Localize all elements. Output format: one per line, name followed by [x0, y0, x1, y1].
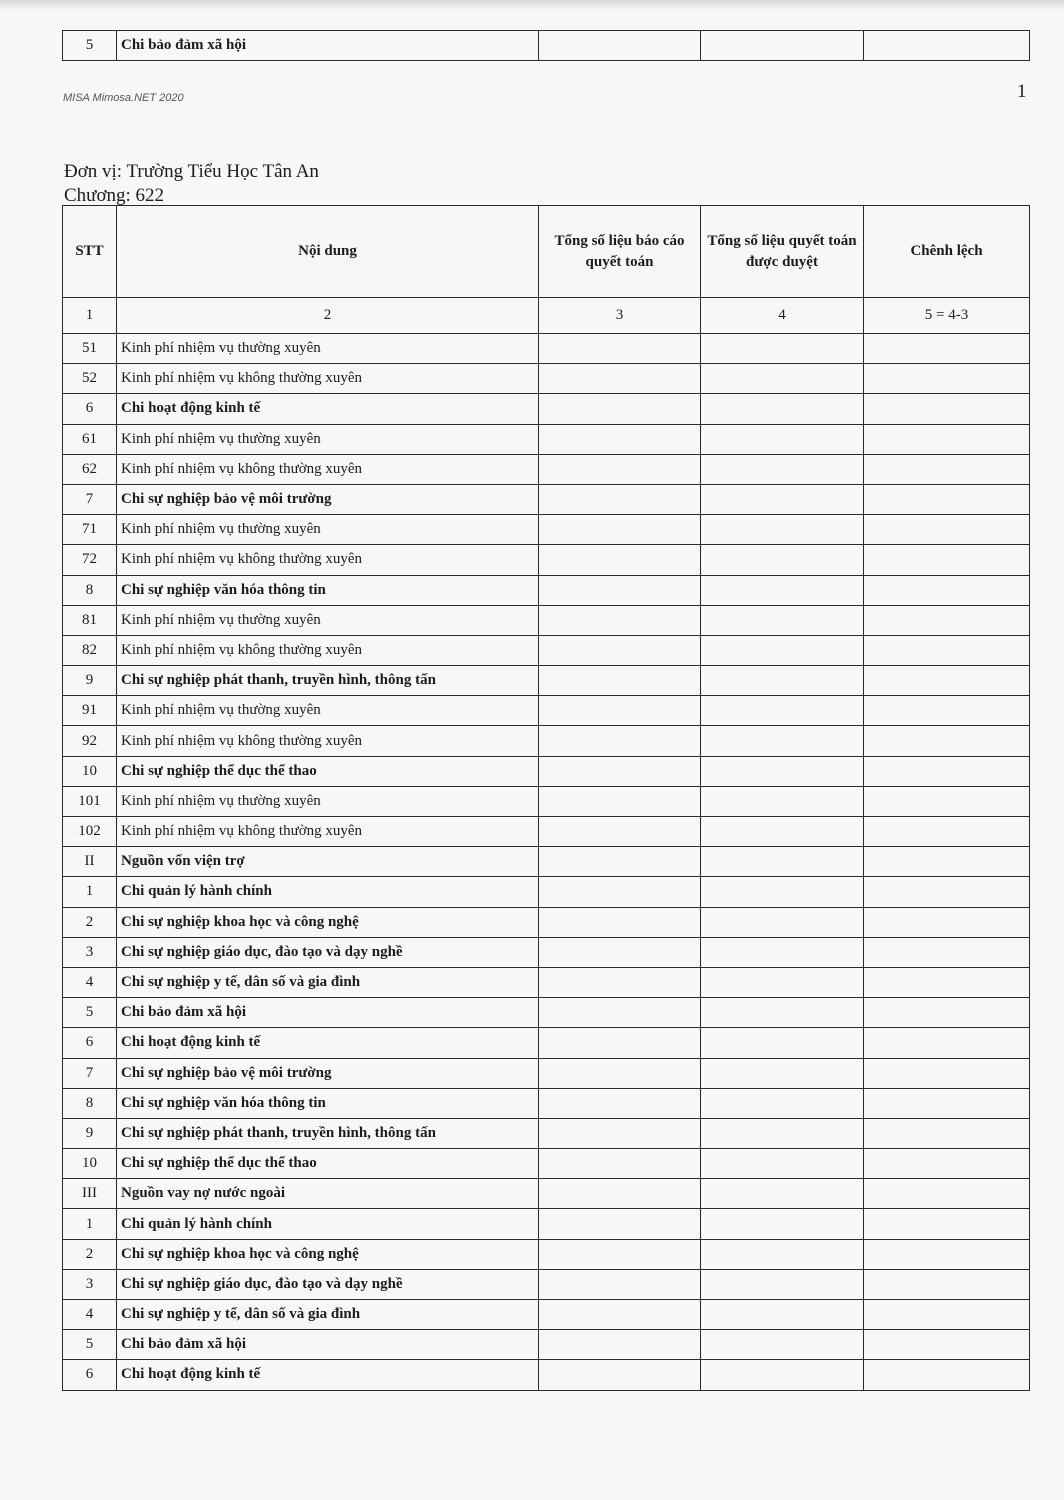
previous-page-table-tail [62, 30, 1030, 61]
reported-cell [539, 967, 701, 997]
difference-cell [864, 907, 1030, 937]
reported-cell [539, 1209, 701, 1239]
reported-cell [539, 1269, 701, 1299]
reported-cell [539, 696, 701, 726]
table-row [63, 575, 1030, 605]
scan-edge-shadow [0, 0, 1064, 10]
stt-cell: 6 [63, 1028, 117, 1058]
approved-cell [701, 31, 864, 61]
stt-cell: 82 [63, 635, 117, 665]
approved-cell [701, 1300, 864, 1330]
reported-cell [539, 726, 701, 756]
approved-cell [701, 515, 864, 545]
table-row [63, 666, 1030, 696]
table-row [63, 877, 1030, 907]
content-cell: Chi hoạt động kinh tế [117, 1028, 539, 1058]
content-cell: Chi sự nghiệp văn hóa thông tin [117, 575, 539, 605]
unit-name: Đơn vị: Trường Tiểu Học Tân An [64, 161, 319, 182]
stt-cell: 102 [63, 817, 117, 847]
difference-cell [864, 364, 1030, 394]
reported-cell [539, 1058, 701, 1088]
content-cell: Chi quản lý hành chính [117, 877, 539, 907]
content-cell: Chi sự nghiệp khoa học và công nghệ [117, 907, 539, 937]
index-approved: 4 [701, 298, 864, 334]
settlement-table [62, 205, 1030, 1391]
table-row [63, 424, 1030, 454]
table-row [63, 635, 1030, 665]
difference-cell [864, 1088, 1030, 1118]
table-row [63, 937, 1030, 967]
chapter-line: Chương: 622 [64, 185, 165, 206]
reported-cell [539, 334, 701, 364]
index-stt: 1 [63, 298, 117, 334]
reported-cell [539, 847, 701, 877]
content-cell: Chi sự nghiệp khoa học và công nghệ [117, 1239, 539, 1269]
reported-cell [539, 817, 701, 847]
difference-cell [864, 635, 1030, 665]
content-cell: Nguồn vay nợ nước ngoài [117, 1179, 539, 1209]
table-row [63, 1330, 1030, 1360]
table-row [63, 696, 1030, 726]
approved-cell [701, 696, 864, 726]
approved-cell [701, 605, 864, 635]
table-row [63, 334, 1030, 364]
approved-cell [701, 394, 864, 424]
content-cell: Kinh phí nhiệm vụ thường xuyên [117, 786, 539, 816]
stt-cell: 72 [63, 545, 117, 575]
reported-cell [539, 545, 701, 575]
table-row [63, 1028, 1030, 1058]
table-row [63, 847, 1030, 877]
stt-cell: 8 [63, 1088, 117, 1118]
difference-cell [864, 31, 1030, 61]
table-row [63, 1179, 1030, 1209]
approved-cell [701, 666, 864, 696]
index-content: 2 [117, 298, 539, 334]
approved-cell [701, 847, 864, 877]
table-row [63, 1058, 1030, 1088]
reported-cell [539, 515, 701, 545]
table-row [63, 1209, 1030, 1239]
table-row [63, 1360, 1030, 1390]
page-number: 1 [1017, 81, 1027, 102]
stt-cell: 101 [63, 786, 117, 816]
header-stt: STT [63, 206, 117, 298]
index-difference: 5 = 4-3 [864, 298, 1030, 334]
header-approved: Tổng số liệu quyết toán được duyệt [701, 206, 864, 298]
stt-cell: 2 [63, 907, 117, 937]
approved-cell [701, 998, 864, 1028]
stt-cell: 6 [63, 1360, 117, 1390]
reported-cell [539, 756, 701, 786]
content-cell: Kinh phí nhiệm vụ thường xuyên [117, 424, 539, 454]
approved-cell [701, 786, 864, 816]
difference-cell [864, 817, 1030, 847]
content-cell: Kinh phí nhiệm vụ không thường xuyên [117, 545, 539, 575]
content-cell: Chi sự nghiệp y tế, dân số và gia đình [117, 1300, 539, 1330]
difference-cell [864, 696, 1030, 726]
content-cell: Chi sự nghiệp thể dục thể thao [117, 756, 539, 786]
content-cell: Kinh phí nhiệm vụ không thường xuyên [117, 635, 539, 665]
reported-cell [539, 786, 701, 816]
table-row [63, 364, 1030, 394]
reported-cell [539, 998, 701, 1028]
difference-cell [864, 756, 1030, 786]
stt-cell: 9 [63, 666, 117, 696]
table-row [63, 1149, 1030, 1179]
table-row [63, 1269, 1030, 1299]
content-cell: Kinh phí nhiệm vụ không thường xuyên [117, 454, 539, 484]
stt-cell: 1 [63, 1209, 117, 1239]
content-cell: Kinh phí nhiệm vụ không thường xuyên [117, 726, 539, 756]
table-row [63, 1239, 1030, 1269]
stt-cell: 7 [63, 1058, 117, 1088]
stt-cell: 8 [63, 575, 117, 605]
table-row [63, 515, 1030, 545]
stt-cell: 5 [63, 31, 117, 61]
table-row [63, 726, 1030, 756]
content-cell: Kinh phí nhiệm vụ thường xuyên [117, 696, 539, 726]
stt-cell: 62 [63, 454, 117, 484]
stt-cell: 1 [63, 877, 117, 907]
reported-cell [539, 1149, 701, 1179]
approved-cell [701, 1209, 864, 1239]
reported-cell [539, 1118, 701, 1148]
table-body [63, 334, 1030, 1391]
stt-cell: 71 [63, 515, 117, 545]
content-cell: Chi sự nghiệp bảo vệ môi trường [117, 1058, 539, 1088]
content-cell: Chi quản lý hành chính [117, 1209, 539, 1239]
difference-cell [864, 515, 1030, 545]
reported-cell [539, 31, 701, 61]
difference-cell [864, 847, 1030, 877]
approved-cell [701, 907, 864, 937]
reported-cell [539, 666, 701, 696]
table-row [63, 1088, 1030, 1118]
approved-cell [701, 756, 864, 786]
table-row [63, 31, 1030, 61]
approved-cell [701, 1269, 864, 1299]
difference-cell [864, 1179, 1030, 1209]
stt-cell: 61 [63, 424, 117, 454]
difference-cell [864, 1149, 1030, 1179]
content-cell: Chi sự nghiệp văn hóa thông tin [117, 1088, 539, 1118]
difference-cell [864, 605, 1030, 635]
table-row [63, 454, 1030, 484]
difference-cell [864, 937, 1030, 967]
table-row [63, 484, 1030, 514]
stt-cell: 52 [63, 364, 117, 394]
approved-cell [701, 454, 864, 484]
stt-cell: 10 [63, 756, 117, 786]
content-cell: Chi sự nghiệp giáo dục, đào tạo và dạy nghề [117, 1269, 539, 1299]
reported-cell [539, 605, 701, 635]
reported-cell [539, 1239, 701, 1269]
stt-cell: III [63, 1179, 117, 1209]
difference-cell [864, 1209, 1030, 1239]
reported-cell [539, 907, 701, 937]
difference-cell [864, 726, 1030, 756]
index-reported: 3 [539, 298, 701, 334]
difference-cell [864, 1330, 1030, 1360]
content-cell: Chi bảo đảm xã hội [117, 1330, 539, 1360]
approved-cell [701, 424, 864, 454]
content-cell: Chi hoạt động kinh tế [117, 1360, 539, 1390]
difference-cell [864, 1058, 1030, 1088]
stt-cell: 5 [63, 1330, 117, 1360]
approved-cell [701, 817, 864, 847]
difference-cell [864, 1300, 1030, 1330]
stt-cell: 7 [63, 484, 117, 514]
header-row [63, 206, 1030, 298]
approved-cell [701, 1028, 864, 1058]
table-row [63, 605, 1030, 635]
content-cell: Kinh phí nhiệm vụ thường xuyên [117, 334, 539, 364]
content-cell: Chi sự nghiệp giáo dục, đào tạo và dạy nghề [117, 937, 539, 967]
stt-cell: 3 [63, 937, 117, 967]
stt-cell: II [63, 847, 117, 877]
reported-cell [539, 635, 701, 665]
approved-cell [701, 364, 864, 394]
stt-cell: 2 [63, 1239, 117, 1269]
reported-cell [539, 484, 701, 514]
table-row [63, 907, 1030, 937]
difference-cell [864, 545, 1030, 575]
column-index-row [63, 298, 1030, 334]
content-cell: Chi sự nghiệp phát thanh, truyền hình, thông tấn [117, 666, 539, 696]
approved-cell [701, 1149, 864, 1179]
table-row [63, 545, 1030, 575]
approved-cell [701, 1088, 864, 1118]
reported-cell [539, 394, 701, 424]
content-cell: Chi sự nghiệp bảo vệ môi trường [117, 484, 539, 514]
reported-cell [539, 424, 701, 454]
difference-cell [864, 877, 1030, 907]
difference-cell [864, 1269, 1030, 1299]
difference-cell [864, 334, 1030, 364]
approved-cell [701, 1118, 864, 1148]
reported-cell [539, 1330, 701, 1360]
content-cell: Chi hoạt động kinh tế [117, 394, 539, 424]
approved-cell [701, 937, 864, 967]
difference-cell [864, 1118, 1030, 1148]
reported-cell [539, 1088, 701, 1118]
approved-cell [701, 726, 864, 756]
reported-cell [539, 937, 701, 967]
approved-cell [701, 545, 864, 575]
difference-cell [864, 1360, 1030, 1390]
stt-cell: 5 [63, 998, 117, 1028]
difference-cell [864, 666, 1030, 696]
approved-cell [701, 967, 864, 997]
content-cell: Nguồn vốn viện trợ [117, 847, 539, 877]
reported-cell [539, 1360, 701, 1390]
table-row [63, 756, 1030, 786]
table-row [63, 998, 1030, 1028]
difference-cell [864, 1028, 1030, 1058]
stt-cell: 9 [63, 1118, 117, 1148]
table-row [63, 1300, 1030, 1330]
content-cell: Kinh phí nhiệm vụ không thường xuyên [117, 364, 539, 394]
difference-cell [864, 424, 1030, 454]
approved-cell [701, 635, 864, 665]
table-row [63, 1118, 1030, 1148]
approved-cell [701, 484, 864, 514]
table-row [63, 786, 1030, 816]
content-cell: Kinh phí nhiệm vụ thường xuyên [117, 605, 539, 635]
table-row [63, 817, 1030, 847]
stt-cell: 4 [63, 967, 117, 997]
table-row [63, 967, 1030, 997]
content-cell: Chi sự nghiệp phát thanh, truyền hình, thông tấn [117, 1118, 539, 1148]
header-reported: Tổng số liệu báo cáo quyết toán [539, 206, 701, 298]
stt-cell: 91 [63, 696, 117, 726]
content-cell: Chi bảo đảm xã hội [117, 31, 539, 61]
stt-cell: 51 [63, 334, 117, 364]
approved-cell [701, 1058, 864, 1088]
approved-cell [701, 1239, 864, 1269]
reported-cell [539, 1300, 701, 1330]
difference-cell [864, 1239, 1030, 1269]
reported-cell [539, 877, 701, 907]
content-cell: Chi sự nghiệp y tế, dân số và gia đình [117, 967, 539, 997]
approved-cell [701, 575, 864, 605]
content-cell: Kinh phí nhiệm vụ không thường xuyên [117, 817, 539, 847]
difference-cell [864, 786, 1030, 816]
stt-cell: 81 [63, 605, 117, 635]
approved-cell [701, 1360, 864, 1390]
stt-cell: 10 [63, 1149, 117, 1179]
content-cell: Kinh phí nhiệm vụ thường xuyên [117, 515, 539, 545]
stt-cell: 92 [63, 726, 117, 756]
unit-header [64, 160, 319, 208]
content-cell: Chi sự nghiệp thể dục thể thao [117, 1149, 539, 1179]
difference-cell [864, 484, 1030, 514]
stt-cell: 6 [63, 394, 117, 424]
approved-cell [701, 334, 864, 364]
difference-cell [864, 967, 1030, 997]
reported-cell [539, 1028, 701, 1058]
difference-cell [864, 454, 1030, 484]
header-content: Nội dung [117, 206, 539, 298]
stt-cell: 4 [63, 1300, 117, 1330]
approved-cell [701, 1330, 864, 1360]
approved-cell [701, 877, 864, 907]
reported-cell [539, 575, 701, 605]
approved-cell [701, 1179, 864, 1209]
difference-cell [864, 575, 1030, 605]
difference-cell [864, 998, 1030, 1028]
content-cell: Chi bảo đảm xã hội [117, 998, 539, 1028]
reported-cell [539, 364, 701, 394]
header-difference: Chênh lệch [864, 206, 1030, 298]
software-footer: MISA Mimosa.NET 2020 [63, 92, 184, 104]
difference-cell [864, 394, 1030, 424]
reported-cell [539, 454, 701, 484]
stt-cell: 3 [63, 1269, 117, 1299]
reported-cell [539, 1179, 701, 1209]
table-row [63, 394, 1030, 424]
